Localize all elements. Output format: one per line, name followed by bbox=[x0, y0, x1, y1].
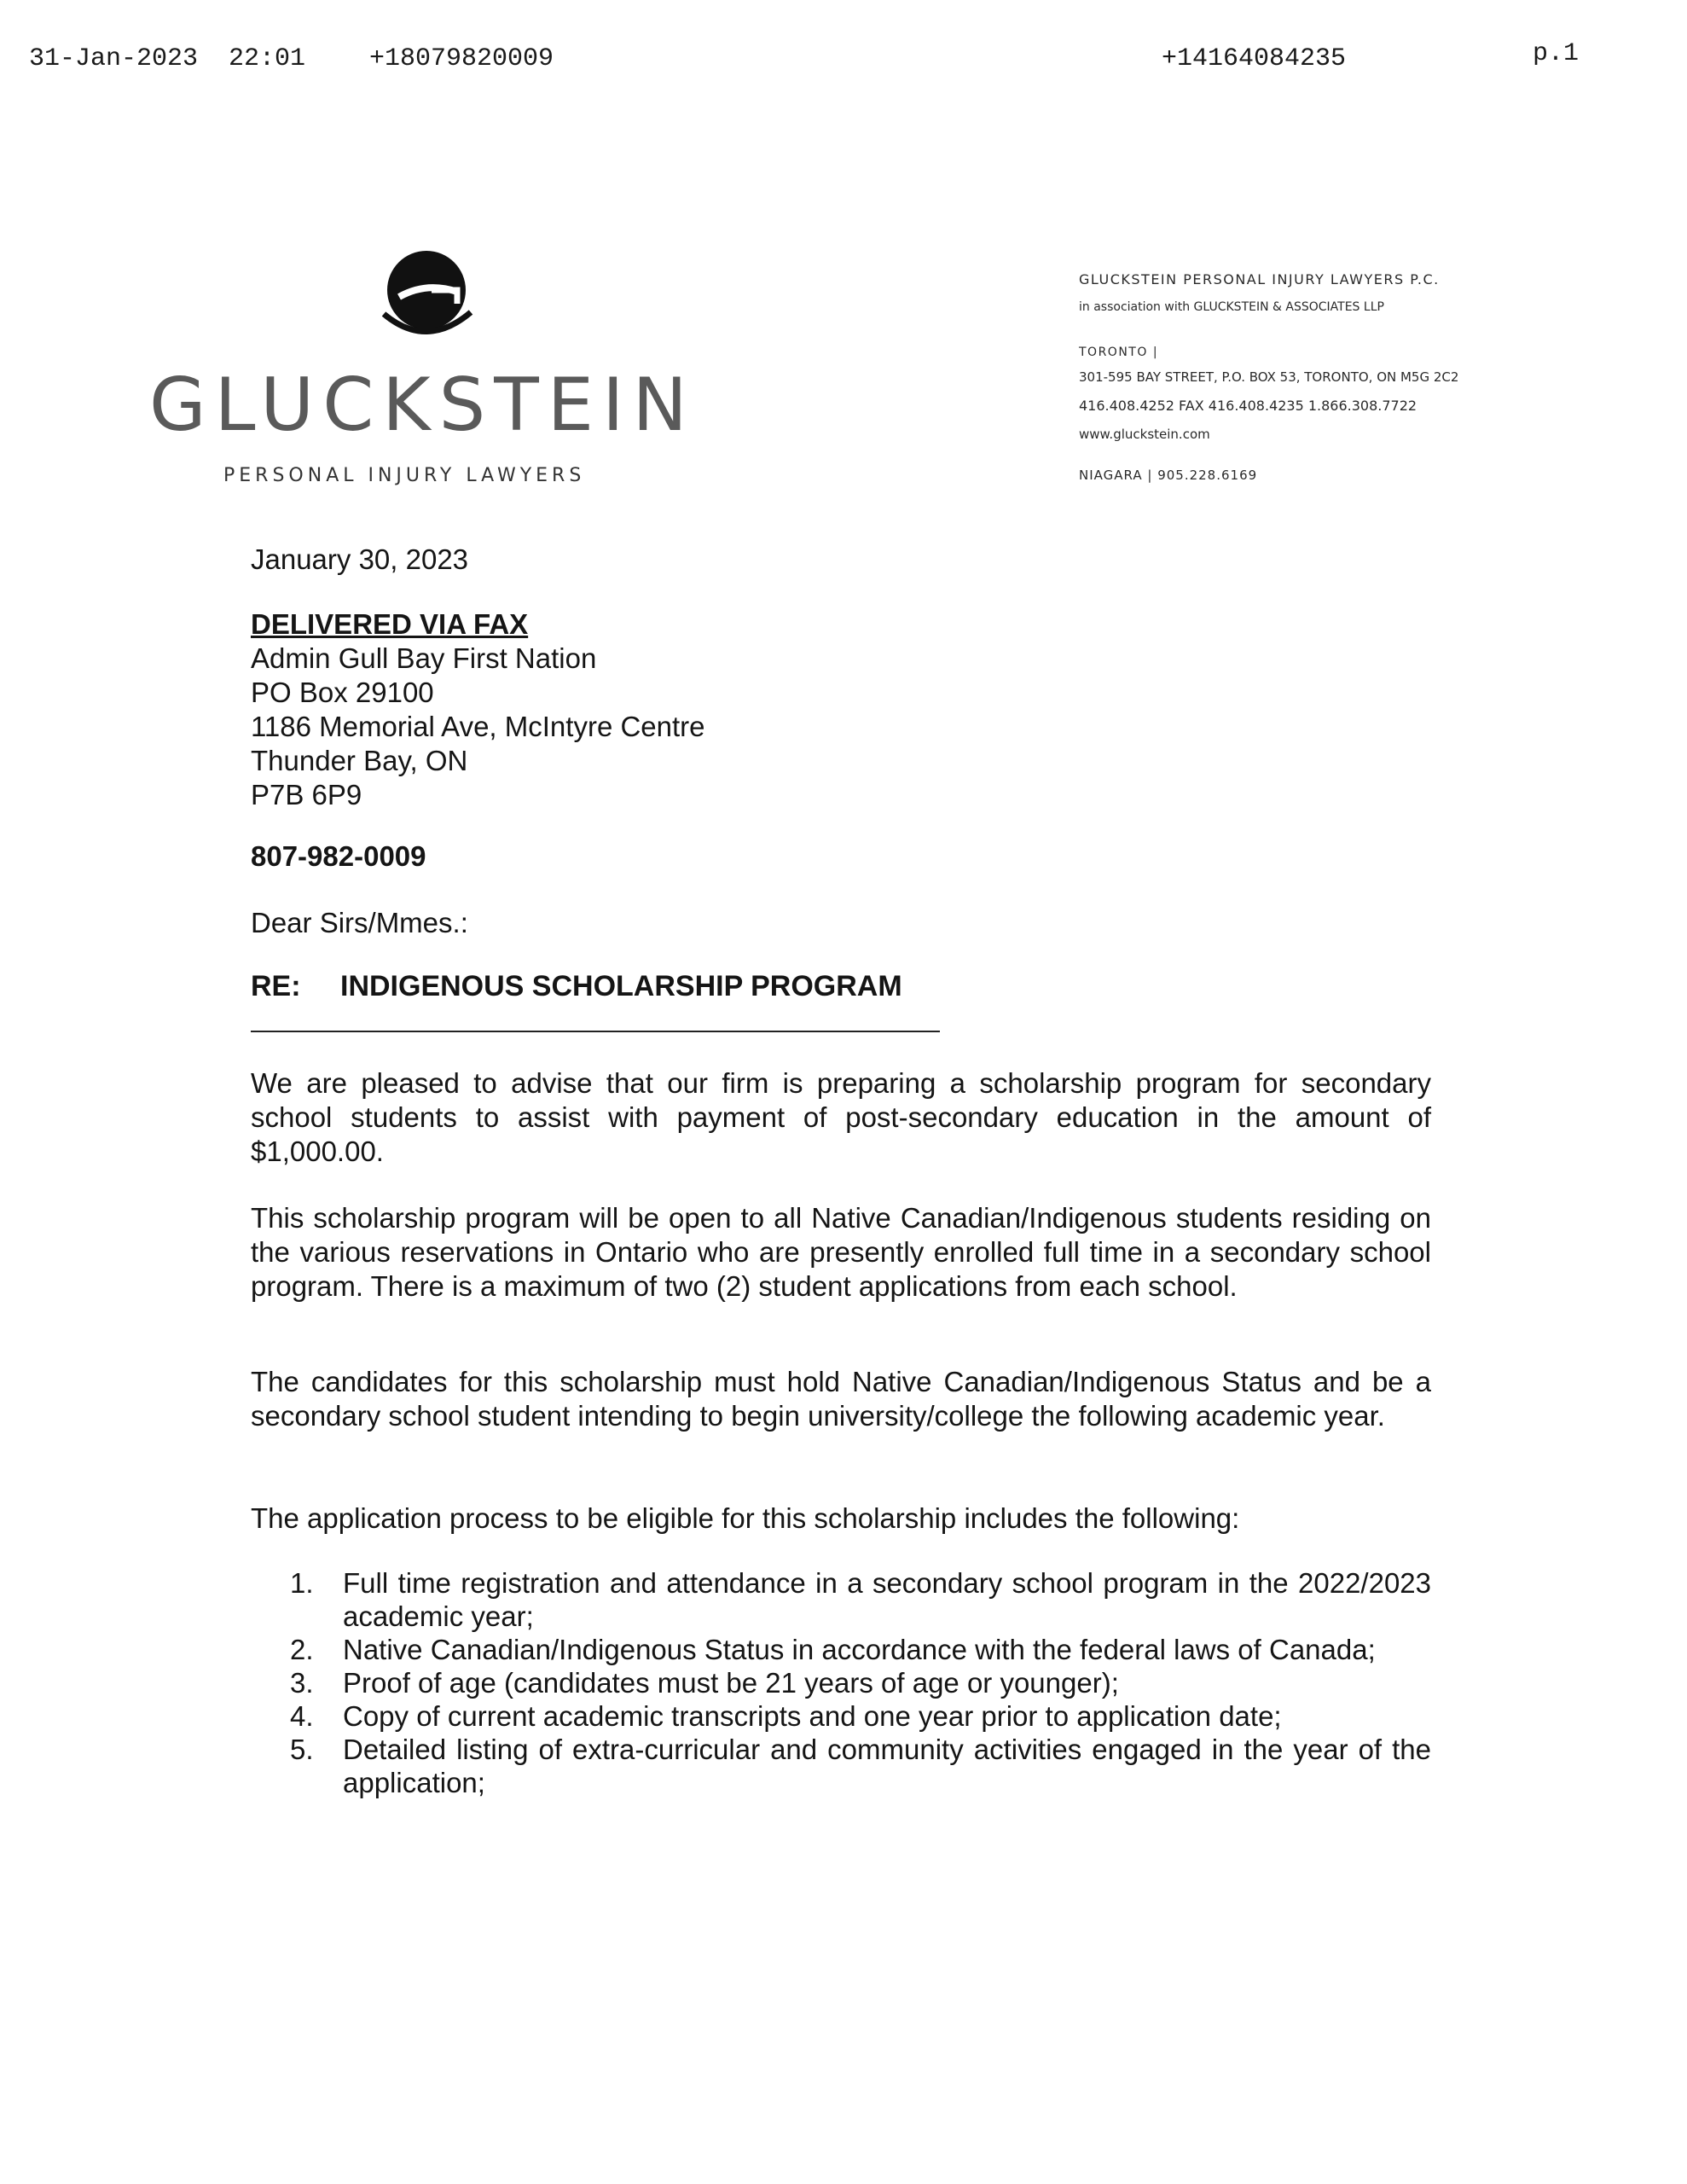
niagara-contact: NIAGARA | 905.228.6169 bbox=[1079, 468, 1258, 483]
fax-time: 22:01 bbox=[229, 44, 306, 73]
address-line: P7B 6P9 bbox=[251, 779, 362, 810]
firm-website: www.gluckstein.com bbox=[1079, 427, 1210, 442]
list-item bbox=[290, 1566, 1431, 1633]
list-item-text: Detailed listing of extra-curricular and community activities engaged in the year of the application; bbox=[343, 1734, 1431, 1798]
list-item-number: 5. bbox=[290, 1734, 314, 1765]
recipient-address-block bbox=[251, 607, 705, 812]
body-paragraph: We are pleased to advise that our firm is preparing a scholarship program for secondary school students to assist with payment of post-secondary education in the amount of $1,000.00. bbox=[251, 1067, 1431, 1167]
fax-date: 31-Jan-2023 bbox=[29, 44, 199, 73]
delivery-method: DELIVERED VIA FAX bbox=[251, 608, 529, 640]
firm-name: GLUCKSTEIN PERSONAL INJURY LAWYERS P.C. bbox=[1079, 271, 1440, 288]
brand-subtitle: PERSONAL INJURY LAWYERS bbox=[223, 465, 586, 486]
toronto-label: TORONTO | bbox=[1079, 346, 1159, 359]
fax-to-number: +14164084235 bbox=[1162, 44, 1347, 73]
gluckstein-logo-icon bbox=[375, 247, 478, 341]
requirements-list bbox=[290, 1566, 1431, 1799]
brand-wordmark: GLUCKSTEIN bbox=[149, 363, 696, 448]
list-item bbox=[290, 1666, 1431, 1699]
recipient-fax-number: 807-982-0009 bbox=[251, 840, 426, 872]
fax-from-number: +18079820009 bbox=[369, 44, 554, 73]
list-item-text: Native Canadian/Indigenous Status in accordance with the federal laws of Canada; bbox=[343, 1634, 1376, 1665]
list-item-text: Copy of current academic transcripts and one year prior to application date; bbox=[343, 1700, 1282, 1732]
list-item-number: 2. bbox=[290, 1634, 314, 1665]
body-paragraph: The candidates for this scholarship must hold Native Canadian/Indigenous Status and be a secondary school student intending to begin university/college the following academic year. bbox=[251, 1366, 1431, 1432]
address-line: 1186 Memorial Ave, McIntyre Centre bbox=[251, 711, 705, 742]
list-item-number: 1. bbox=[290, 1567, 314, 1599]
address-line: Thunder Bay, ON bbox=[251, 745, 468, 776]
firm-phones: 416.408.4252 FAX 416.408.4235 1.866.308.7722 bbox=[1079, 398, 1417, 414]
list-item-number: 4. bbox=[290, 1700, 314, 1732]
list-item-number: 3. bbox=[290, 1667, 314, 1699]
list-item bbox=[290, 1699, 1431, 1733]
address-line: PO Box 29100 bbox=[251, 677, 434, 708]
list-item bbox=[290, 1733, 1431, 1799]
list-item bbox=[290, 1633, 1431, 1666]
firm-association: in association with GLUCKSTEIN & ASSOCIATES LLP bbox=[1079, 300, 1384, 314]
body-paragraph: The application process to be eligible for this scholarship includes the following: bbox=[251, 1502, 1240, 1534]
letter-date: January 30, 2023 bbox=[251, 543, 469, 575]
body-paragraph: This scholarship program will be open to all Native Canadian/Indigenous students residing on the various reservations in Ontario who are presently enrolled full time in a secondary school program. There is a maximum of two (2) student applications from each school. bbox=[251, 1202, 1431, 1302]
subject-line bbox=[251, 969, 902, 1003]
fax-page-number: p.1 bbox=[1533, 39, 1580, 68]
salutation: Dear Sirs/Mmes.: bbox=[251, 907, 468, 938]
address-line: Admin Gull Bay First Nation bbox=[251, 642, 597, 674]
toronto-address: 301-595 BAY STREET, P.O. BOX 53, TORONTO, ON M5G 2C2 bbox=[1079, 369, 1459, 385]
subject-label: RE: bbox=[251, 970, 301, 1002]
list-item-text: Proof of age (candidates must be 21 years of age or younger); bbox=[343, 1667, 1119, 1699]
subject-divider bbox=[251, 1031, 940, 1032]
list-item-text: Full time registration and attendance in a secondary school program in the 2022/2023 academic year; bbox=[343, 1567, 1431, 1632]
subject-text: INDIGENOUS SCHOLARSHIP PROGRAM bbox=[340, 970, 902, 1002]
